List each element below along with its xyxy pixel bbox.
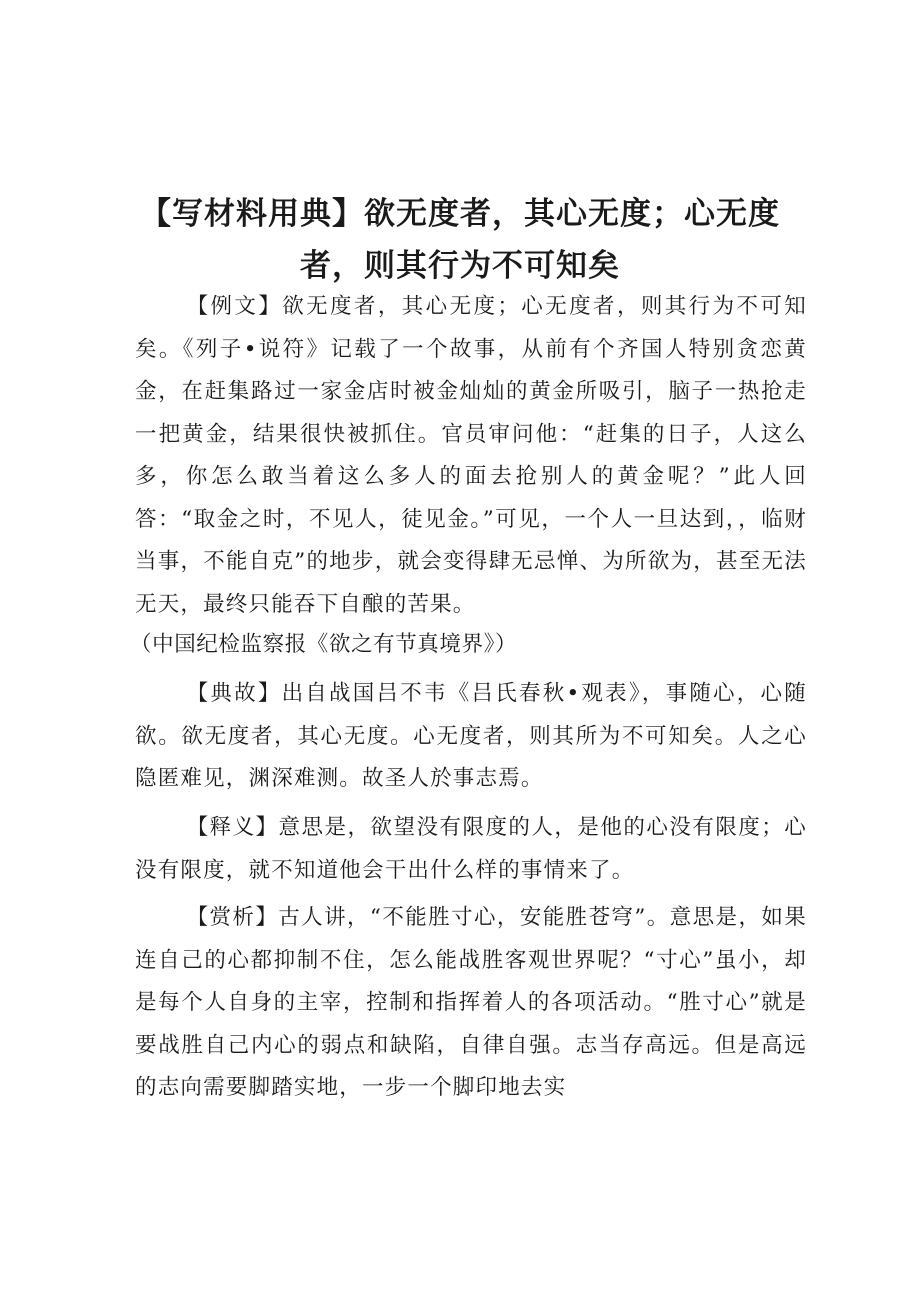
- example-tag: 【例文】: [186, 294, 283, 319]
- appreciation-paragraph: [135, 897, 807, 1110]
- meaning-paragraph: [135, 807, 807, 892]
- appreciation-tag: 【赏析】: [186, 905, 279, 930]
- allusion-text: 出自战国吕不韦《吕氏春秋•观表》，事随心，心随欲。欲无度者，其心无度。心无度者，则其所为不可知矣。人之心隐匿难见，渊深难测。故圣人於事志焉。: [135, 681, 807, 791]
- allusion-tag: 【典故】: [186, 681, 282, 706]
- source-citation: （中国纪检监察报《欲之有节真境界》）: [130, 632, 518, 657]
- example-paragraph: [135, 286, 807, 626]
- meaning-text: 意思是，欲望没有限度的人，是他的心没有限度；心没有限度，就不知道他会干出什么样的事情来了。: [135, 815, 807, 883]
- allusion-paragraph: [135, 673, 807, 801]
- document-title: 【写材料用典】欲无度者，其心无度；心无度者，则其行为不可知矣: [140, 196, 780, 284]
- meaning-tag: 【释义】: [186, 815, 279, 840]
- example-text: 欲无度者，其心无度；心无度者，则其行为不可知矣。《列子•说符》记载了一个故事，从前有个齐国人特别贪恋黄金，在赶集路过一家金店时被金灿灿的黄金所吸引，脑子一热抢走一把黄金，结果很快被抓住。官员审问他：“赶集的日子，人这么多，你怎么敢当着这么多人的面去抢别人的黄金呢？”此人回答：“取金之时，不见人，徒见金。”可见，一个人一旦达到，，临财当事，不能自克”的地步，就会变得肆无忌惮、为所欲为，甚至无法无天，最终只能吞下自酿的苦果。: [135, 294, 807, 617]
- appreciation-text: 古人讲，“不能胜寸心，安能胜苍穹”。意思是，如果连自己的心都抑制不住，怎么能战胜客观世界呢？“寸心”虽小，却是每个人自身的主宰，控制和指挥着人的各项活动。“胜寸心”就是要战胜自己内心的弱点和缺陷，自律自强。志当存高远。但是高远的志向需要脚踏实地，一步一个脚印地去实: [135, 905, 807, 1100]
